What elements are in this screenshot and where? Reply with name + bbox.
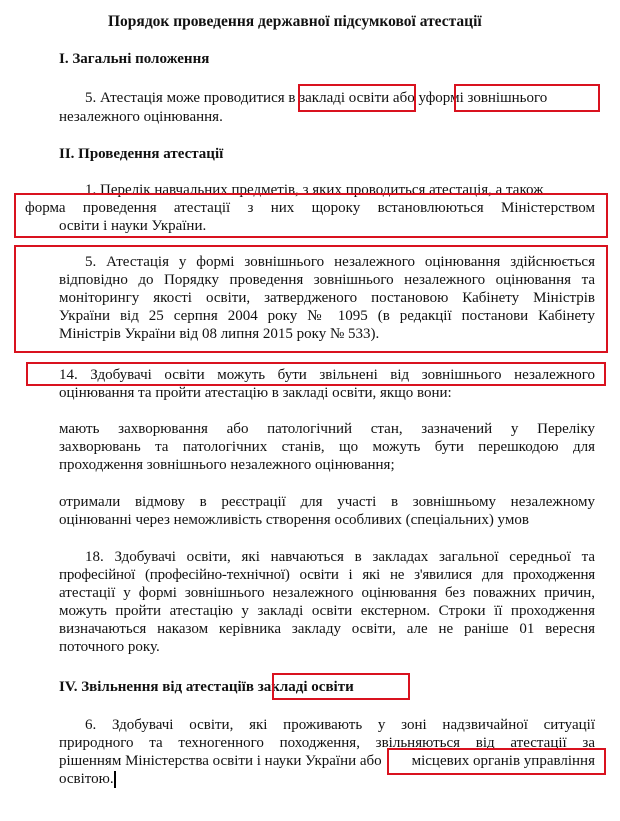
section-1-p5-line-2: незалежного оцінювання. [59,109,223,125]
s2-pa-line-3: проходження зовнішнього незалежного оцінювання; [59,457,395,473]
text-run: або у [392,90,426,106]
s4-p6-line-1: 6. Здобувачі освіти, які проживають у зоні надзвичайної ситуації [85,717,595,733]
highlight-box-zaklad-osvity [298,84,416,112]
text-run: 5. Атестація може проводитися в [85,90,296,106]
s2-p5-line-1: 5. Атестація у формі зовнішнього незалежного оцінювання здійснюється [85,254,595,270]
s2-p1-line-1: 1. Перелік навчальних предметів, з яких проводиться атестація, а також [85,182,544,198]
highlight-phrase: в закладі освіти [245,679,354,695]
s2-p5-line-4: України від 25 серпня 2004 року № 1095 (в редакції постанови Кабінету [59,308,595,324]
s2-p1-line-3: освіти і науки України. [59,218,207,234]
s2-p14-line-1: 14. Здобувачі освіти можуть бути звільнені від зовнішнього незалежного [59,367,595,383]
s2-p18-line-6: поточного року. [59,639,160,655]
highlight-box-zno-order [14,245,608,353]
highlight-box-local-bodies [387,748,606,775]
s2-p5-line-5: Міністрів України від 08 липня 2015 року № 533). [59,326,380,342]
s2-pb-line-1: отримали відмову в реєстрації для участі в зовнішньому незалежному [59,494,595,510]
highlight-box-exemption [26,362,606,386]
s4-p6-line-2: природного та техногенного походження, звільняються від атестації за [59,735,595,751]
s2-p18-line-1: 18. Здобувачі освіти, які навчаються в закладах загальної середньої та [85,549,595,565]
s2-p18-line-5: визначаються наказом керівника закладу освіти, але не раніше 01 вересня [59,621,595,637]
highlight-box-zno-form [454,84,600,112]
s4-p6-line-4: освітою. [59,771,114,787]
highlight-box-heading-zaklad [272,673,410,700]
highlight-phrase: закладі освіти [299,90,390,106]
section-1-heading: I. Загальні положення [59,51,210,67]
s2-pa-line-1: мають захворювання або патологічний стан, зазначений у Переліку [59,421,595,437]
s2-p14-line-2: оцінювання та пройти атестацію в закладі освіти, якщо вони: [59,385,452,401]
section-2-heading: II. Проведення атестації [59,146,224,162]
s2-p18-line-4: можуть пройти атестацію у закладі освіти екстерном. Строки її проходження [59,603,595,619]
s2-pb-line-2: оцінюванні через неможливість створення особливих (спеціальних) умов [59,512,529,528]
text-cursor [114,771,116,788]
s2-pa-line-2: захворювань та патологічних станів, що можуть бути перешкодою для [59,439,595,455]
s2-p18-line-2: професійної (професійно-технічної) освіти і які не з'явилися для проходження [59,567,595,583]
doc-title: Порядок проведення державної підсумкової атестації [108,13,482,30]
highlight-box-ministry-annual [14,193,608,238]
s2-p5-line-3: моніторингу якості освіти, затвердженого постановою Кабінету Міністрів [59,290,595,306]
highlight-phrase: формі зовнішнього [425,90,548,106]
s2-p5-line-2: відповідно до Порядку проведення зовнішнього незалежного оцінювання та [59,272,595,288]
text-run: рішенням Міністерства освіти і науки України або [59,753,382,769]
highlight-phrase: місцевих органів управління [411,753,595,769]
s2-p18-line-3: атестації у формі зовнішнього незалежного оцінювання без поважних причин, [59,585,595,601]
s2-p1-line-2: форма проведення атестації з них щороку встановлюються Міністерством [25,200,595,216]
section-4-heading-text: IV. Звільнення від атестації [59,679,246,695]
